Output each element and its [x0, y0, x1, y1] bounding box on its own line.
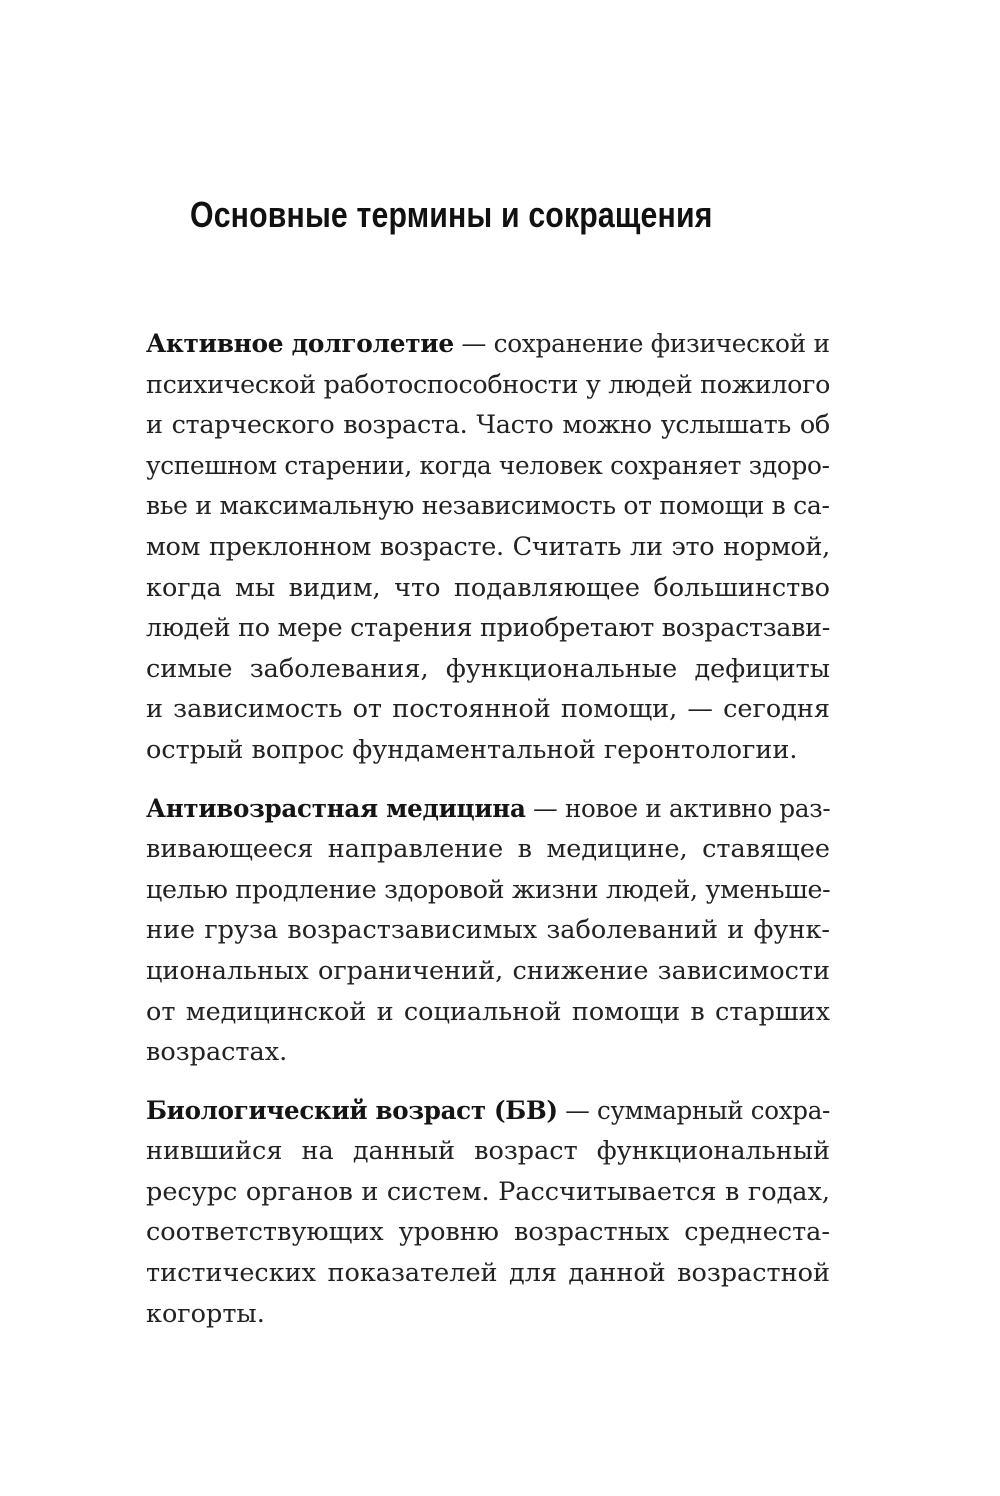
glossary-term: Антивозрастная медицина: [146, 793, 526, 824]
entry-line: людей по мере старения приобретают возрастзави-: [146, 613, 831, 644]
entry-line: психической работоспособности у людей пожилого: [146, 369, 831, 400]
entry-line: ние груза возрастзависимых заболеваний и функ-: [146, 915, 830, 946]
entry-line: вивающееся направление в медицине, ставящее: [146, 834, 830, 865]
glossary-entry-anti-aging-medicine: [146, 789, 830, 1073]
entry-line: и зависимость от постоянной помощи, — сегодня: [146, 694, 830, 725]
glossary-term: Биологический возраст (БВ): [146, 1095, 558, 1126]
entry-line: от медицинской и социальной помощи в старших: [146, 996, 830, 1027]
definition-text: — новое и активно раз-: [525, 793, 831, 824]
entry-line: когорты.: [146, 1298, 265, 1329]
entry-line: [146, 324, 830, 365]
entry-line: мом преклонном возрасте. Считать ли это нормой,: [146, 531, 830, 562]
entry-line: и старческого возраста. Часто можно услышать об: [146, 410, 830, 441]
book-page: [146, 190, 830, 1352]
entry-line: вье и максимальную независимость от помощи в са-: [146, 491, 830, 522]
entry-line: успешном старении, когда человек сохраняет здоро-: [146, 450, 830, 481]
entry-line: возрастах.: [146, 1037, 288, 1068]
entry-line: тистических показателей для данной возрастной: [146, 1258, 830, 1289]
entry-line: [146, 789, 831, 830]
entry-line: нившийся на данный возраст функциональный: [146, 1136, 830, 1167]
glossary-entry-biological-age: [146, 1091, 830, 1335]
glossary-list: [146, 324, 830, 1334]
entry-line: [146, 1091, 831, 1132]
entry-line: целью продление здоровой жизни людей, уменьше-: [146, 874, 831, 905]
definition-text: — суммарный сохра-: [557, 1095, 831, 1126]
entry-line: ресурс органов и систем. Рассчитывается в годах,: [146, 1176, 830, 1207]
page-title: Основные термины и сокращения: [190, 194, 713, 235]
entry-line: симые заболевания, функциональные дефициты: [146, 653, 830, 684]
glossary-entry-active-longevity: [146, 324, 830, 771]
definition-text: — сохранение физической и: [453, 329, 830, 359]
entry-line: острый вопрос фундаментальной геронтологии.: [146, 734, 798, 765]
entry-line: циональных ограничений, снижение зависимости: [146, 955, 830, 986]
entry-line: соответствующих уровню возрастных среднеста-: [146, 1217, 830, 1248]
glossary-term: Активное долголетие: [146, 329, 454, 359]
entry-line: когда мы видим, что подавляющее большинство: [146, 572, 830, 603]
